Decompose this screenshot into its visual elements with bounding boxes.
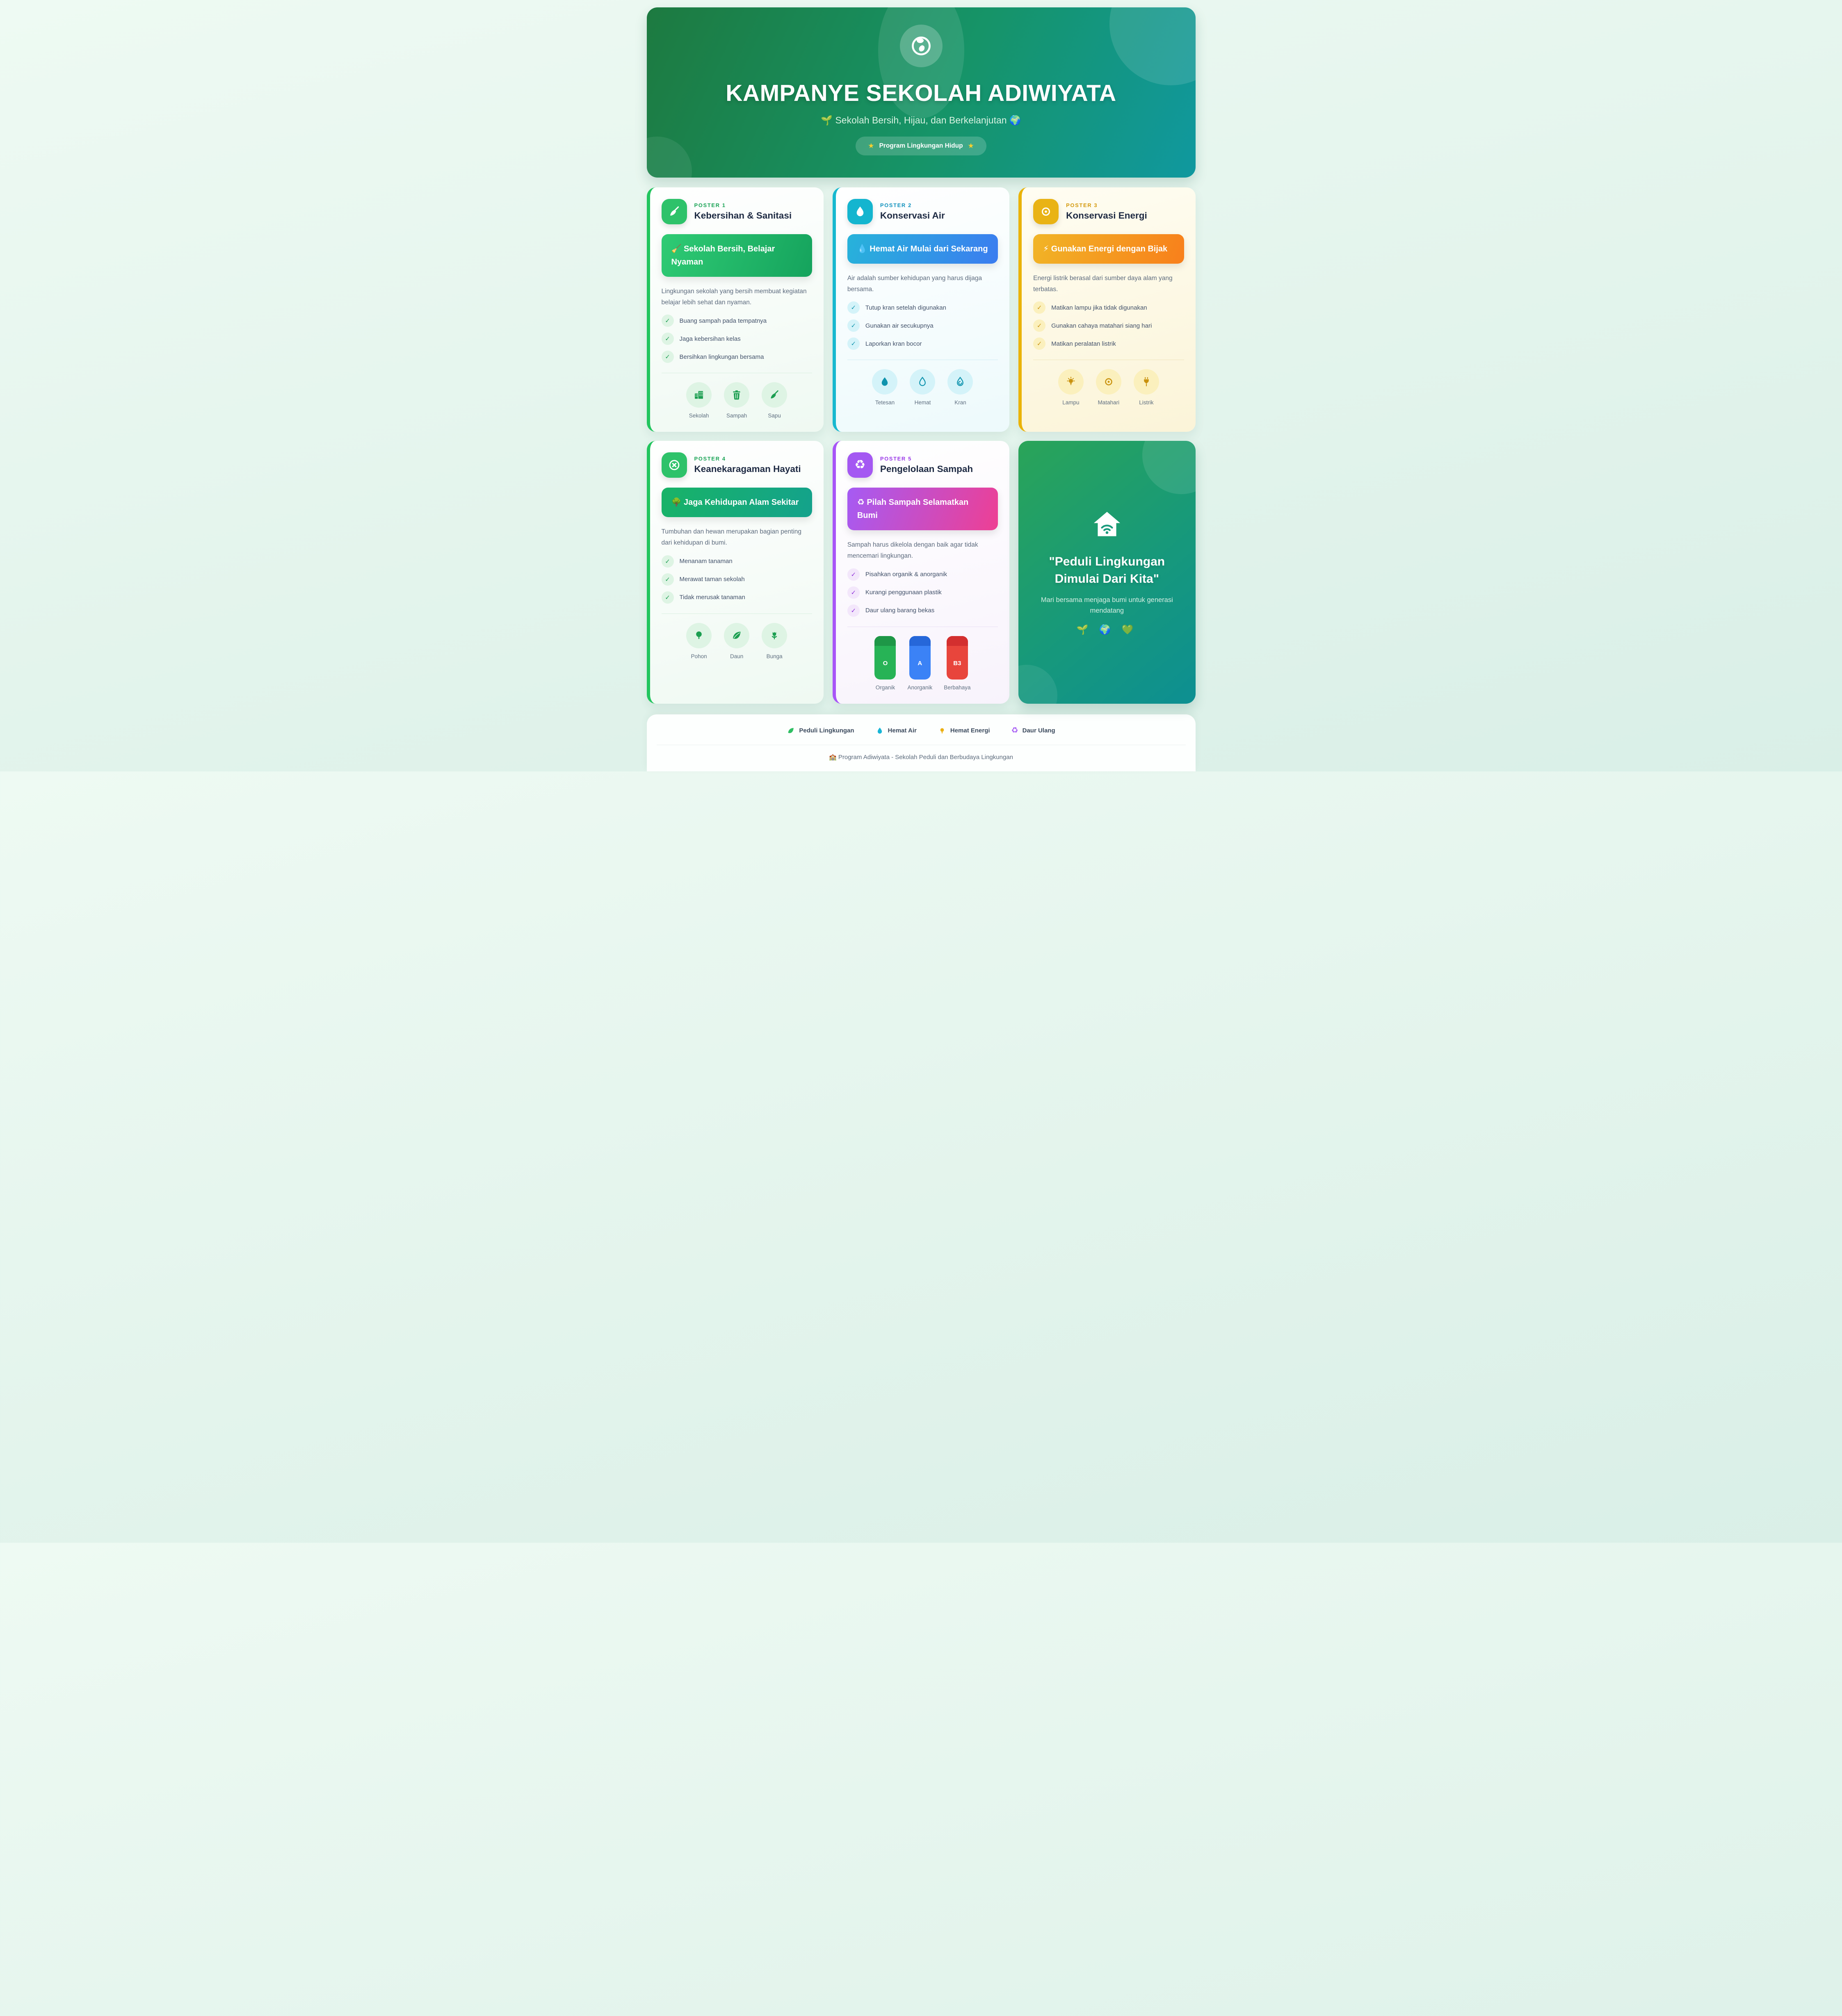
icon-item — [1096, 369, 1121, 406]
poster-title: Konservasi Energi — [1066, 210, 1147, 221]
droplet-outline-icon — [910, 369, 935, 395]
card-heading-text — [694, 456, 801, 474]
icon-label: Daun — [730, 653, 744, 659]
program-badge-label: Program Lingkungan Hidup — [879, 142, 963, 149]
page-subtitle: 🌱 Sekolah Bersih, Hijau, dan Berkelanjutan 🌍 — [821, 115, 1021, 125]
icon-label: Sampah — [726, 413, 747, 419]
checklist — [1033, 301, 1184, 350]
icon-label: Listrik — [1139, 399, 1154, 406]
check-icon: ✓ — [847, 568, 860, 581]
poster-description: Air adalah sumber kehidupan yang harus dijaga bersama. — [847, 275, 982, 293]
check-icon: ✓ — [847, 586, 860, 599]
checklist-item — [847, 604, 998, 617]
star-icon: ★ — [968, 142, 974, 150]
page — [627, 0, 1215, 771]
poster-description: Sampah harus dikelola dengan baik agar tidak mencemari lingkungan. — [847, 541, 978, 560]
icon-row — [847, 369, 998, 406]
checklist-item — [847, 338, 998, 350]
icon-row — [662, 623, 812, 659]
checklist-item — [1033, 301, 1184, 314]
check-icon: ✓ — [662, 555, 674, 568]
checklist-text: Buang sampah pada tempatnya — [679, 317, 767, 324]
checklist — [847, 568, 998, 617]
check-icon: ✓ — [1033, 301, 1045, 314]
icon-item — [686, 382, 712, 419]
bin-lid — [947, 636, 968, 646]
check-icon: ✓ — [662, 573, 674, 586]
quote-card — [1018, 441, 1195, 703]
poster-title: Kebersihan & Sanitasi — [694, 210, 792, 221]
check-icon: ✓ — [847, 338, 860, 350]
globe-icon — [900, 25, 943, 67]
poster-grid — [647, 187, 1196, 704]
legend-label: Hemat Energi — [950, 727, 990, 734]
poster-banner: 💧 Hemat Air Mulai dari Sekarang — [847, 234, 998, 264]
poster-description: Lingkungan sekolah yang bersih membuat kegiatan belajar lebih sehat dan nyaman. — [661, 288, 807, 306]
checklist-text: Matikan lampu jika tidak digunakan — [1051, 304, 1147, 311]
check-icon: ✓ — [662, 315, 674, 327]
poster-label: POSTER 3 — [1066, 202, 1098, 208]
trash-icon — [724, 382, 749, 408]
check-icon: ✓ — [662, 591, 674, 604]
checklist-text: Gunakan cahaya matahari siang hari — [1051, 322, 1152, 329]
checklist-text: Daur ulang barang bekas — [865, 607, 935, 614]
card-header — [847, 452, 998, 478]
footer — [647, 714, 1196, 771]
poster-title: Konservasi Air — [880, 210, 945, 221]
icon-item — [910, 369, 935, 406]
check-icon: ✓ — [847, 319, 860, 332]
icon-item — [724, 382, 749, 419]
quote-text: "Peduli Lingkungan Dimulai Dari Kita" — [1049, 555, 1165, 586]
checklist-text: Pisahkan organik & anorganik — [865, 571, 947, 578]
icon-label: Tetesan — [875, 399, 895, 406]
program-badge — [856, 137, 986, 155]
card-heading-text — [694, 202, 792, 221]
legend-item — [876, 727, 917, 735]
icon-item — [1058, 369, 1084, 406]
checklist-item — [662, 573, 812, 586]
icon-label: Sekolah — [689, 413, 709, 419]
icon-label: Lampu — [1062, 399, 1080, 406]
poster-label: POSTER 2 — [880, 202, 912, 208]
checklist-item — [662, 315, 812, 327]
decorative-circle — [1018, 665, 1057, 704]
checklist-text: Jaga kebersihan kelas — [679, 335, 741, 342]
icon-label: Matahari — [1098, 399, 1120, 406]
icon-item — [762, 623, 787, 659]
bin-label: Organik — [875, 684, 895, 691]
legend-item — [787, 727, 854, 735]
school-icon — [686, 382, 712, 408]
checklist-text: Laporkan kran bocor — [865, 340, 922, 347]
bin-lid — [909, 636, 931, 646]
poster-card-air — [833, 187, 1009, 432]
checklist-item — [847, 586, 998, 599]
anorganic-bin-icon — [909, 636, 931, 680]
checklist-text: Merawat taman sekolah — [679, 576, 745, 583]
icon-item — [1134, 369, 1159, 406]
poster-title: Keanekaragaman Hayati — [694, 464, 801, 474]
poster-banner: 🌳 Jaga Kehidupan Alam Sekitar — [662, 488, 812, 517]
checklist-text: Gunakan air secukupnya — [865, 322, 934, 329]
checklist — [662, 315, 812, 363]
sun-icon — [1033, 199, 1059, 224]
poster-card-hayati — [647, 441, 824, 703]
poster-label: POSTER 5 — [880, 456, 912, 462]
card-heading-text — [880, 456, 973, 474]
checklist-item — [1033, 338, 1184, 350]
lightbulb-icon — [938, 727, 946, 735]
check-icon: ✓ — [662, 351, 674, 363]
legend-label: Peduli Lingkungan — [799, 727, 854, 734]
checklist-item — [662, 351, 812, 363]
hazard-bin-icon — [947, 636, 968, 680]
legend-item — [938, 727, 990, 735]
decorative-circle — [647, 137, 692, 178]
bin-lid — [874, 636, 896, 646]
organic-bin-icon — [874, 636, 896, 680]
faucet-drop-icon — [947, 369, 973, 395]
poster-label: POSTER 1 — [694, 202, 726, 208]
check-icon: ✓ — [847, 301, 860, 314]
icon-label: Sapu — [768, 413, 781, 419]
icon-label: Pohon — [691, 653, 707, 659]
broom-icon — [662, 199, 687, 224]
checklist-item — [847, 319, 998, 332]
poster-card-energi — [1018, 187, 1195, 432]
bin-item — [907, 636, 932, 691]
poster-banner: ⚡ Gunakan Energi dengan Bijak — [1033, 234, 1184, 264]
check-icon: ✓ — [847, 604, 860, 617]
card-heading-text — [1066, 202, 1147, 221]
checklist-text: Kurangi penggunaan plastik — [865, 589, 942, 596]
legend-label: Hemat Air — [888, 727, 917, 734]
icon-item — [947, 369, 973, 406]
bin-item — [944, 636, 970, 691]
flower-icon — [762, 623, 787, 648]
bin-item — [874, 636, 896, 691]
quote-emojis: 🌱 🌍 💚 — [1076, 624, 1138, 635]
poster-description: Tumbuhan dan hewan merupakan bagian penting dari kehidupan di bumi. — [661, 528, 802, 547]
checklist-item — [662, 555, 812, 568]
quote-subtitle: Mari bersama menjaga bumi untuk generasi mendatang — [1041, 596, 1173, 614]
poster-card-kebersihan — [647, 187, 824, 432]
header-banner — [647, 7, 1196, 178]
poster-title: Pengelolaan Sampah — [880, 464, 973, 474]
water-drop-icon — [847, 199, 873, 224]
check-icon: ✓ — [662, 333, 674, 345]
icon-item — [872, 369, 897, 406]
checklist-item — [662, 333, 812, 345]
checklist-item — [662, 591, 812, 604]
plug-icon — [1134, 369, 1159, 395]
checklist — [847, 301, 998, 350]
sun-icon — [1096, 369, 1121, 395]
footer-legend — [657, 727, 1186, 735]
poster-label: POSTER 4 — [694, 456, 726, 462]
bin-label: Berbahaya — [944, 684, 971, 691]
bin-row — [847, 636, 998, 691]
icon-label: Kran — [954, 399, 966, 406]
icon-row — [1033, 369, 1184, 406]
card-header — [662, 199, 812, 224]
checklist-text: Tidak merusak tanaman — [679, 594, 745, 601]
card-header — [847, 199, 998, 224]
tree-icon — [686, 623, 712, 648]
icon-label: Hemat — [914, 399, 931, 406]
icon-row — [662, 382, 812, 419]
card-heading-text — [880, 202, 945, 221]
bin-letter: A — [918, 660, 922, 667]
circle-x-icon — [662, 452, 687, 478]
footer-caption: 🏫 Program Adiwiyata - Sekolah Peduli dan Berbudaya Lingkungan — [657, 745, 1186, 761]
checklist — [662, 555, 812, 604]
checklist-item — [847, 301, 998, 314]
icon-item — [762, 382, 787, 419]
icon-item — [686, 623, 712, 659]
card-header — [1033, 199, 1184, 224]
legend-label: Daur Ulang — [1022, 727, 1055, 734]
legend-item — [1011, 727, 1055, 734]
checklist-text: Matikan peralatan listrik — [1051, 340, 1116, 347]
leaf-icon — [787, 727, 795, 735]
poster-description: Energi listrik berasal dari sumber daya alam yang terbatas. — [1033, 275, 1173, 293]
recycle-icon: ♻ — [847, 452, 873, 478]
recycle-icon: ♻ — [1011, 726, 1018, 735]
bin-label: Anorganik — [907, 684, 933, 691]
star-icon: ★ — [868, 142, 874, 150]
lightbulb-icon — [1058, 369, 1084, 395]
checklist-text: Menanam tanaman — [679, 558, 733, 565]
checklist-item — [847, 568, 998, 581]
check-icon: ✓ — [1033, 338, 1045, 350]
check-icon: ✓ — [1033, 319, 1045, 332]
broom-icon — [762, 382, 787, 408]
bin-letter: O — [883, 660, 888, 667]
checklist-item — [1033, 319, 1184, 332]
checklist-text: Tutup kran setelah digunakan — [865, 304, 946, 311]
divider — [662, 613, 812, 614]
icon-item — [724, 623, 749, 659]
card-header — [662, 452, 812, 478]
poster-banner: ♻ Pilah Sampah Selamatkan Bumi — [847, 488, 998, 530]
checklist-text: Bersihkan lingkungan bersama — [679, 353, 764, 360]
leaf-icon — [724, 623, 749, 648]
house-wifi-icon — [1091, 509, 1123, 540]
decorative-circle — [1109, 7, 1196, 85]
bin-letter: B3 — [953, 660, 961, 667]
decorative-circle — [1142, 441, 1196, 494]
poster-banner: 🧹 Sekolah Bersih, Belajar Nyaman — [662, 234, 812, 277]
water-drop-icon — [876, 727, 884, 735]
water-drop-icon — [872, 369, 897, 395]
page-title: KAMPANYE SEKOLAH ADIWIYATA — [726, 80, 1116, 106]
icon-label: Bunga — [766, 653, 783, 659]
poster-card-sampah — [833, 441, 1009, 703]
